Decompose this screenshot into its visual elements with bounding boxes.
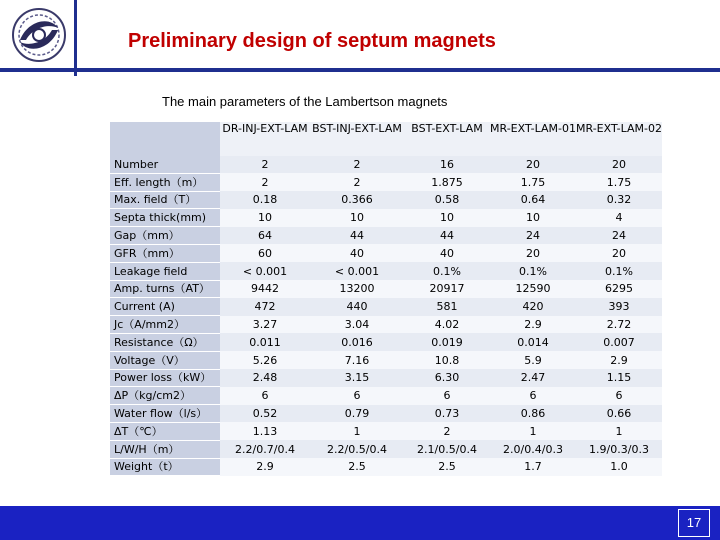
table-cell: 6 [490, 387, 576, 405]
table-cell: 0.66 [576, 405, 662, 423]
header-corner-cell [110, 122, 220, 156]
table-cell: 420 [490, 298, 576, 316]
row-label: Water flow（l/s） [110, 405, 220, 423]
table-cell: 0.366 [310, 191, 404, 209]
row-label: Power loss（kW） [110, 369, 220, 387]
table-cell: 0.18 [220, 191, 310, 209]
table-cell: 44 [310, 227, 404, 245]
column-header: DR-INJ-EXT-LAM [220, 122, 310, 156]
row-label: Weight（t） [110, 458, 220, 476]
table-cell: 9442 [220, 280, 310, 298]
table-row [110, 387, 662, 405]
table-cell: 12590 [490, 280, 576, 298]
header-vertical-rule [74, 0, 77, 76]
table-cell: 1 [490, 422, 576, 440]
table-cell: 2.48 [220, 369, 310, 387]
table-cell: 0.1% [490, 262, 576, 280]
row-label: Septa thick(mm) [110, 209, 220, 227]
table-cell: 40 [404, 244, 490, 262]
table-row [110, 227, 662, 245]
column-header: MR-EXT-LAM-02 [576, 122, 662, 156]
table-cell: 20 [490, 244, 576, 262]
table-cell: 2.0/0.4/0.3 [490, 440, 576, 458]
slide-title: Preliminary design of septum magnets [128, 30, 496, 52]
column-header: MR-EXT-LAM-01 [490, 122, 576, 156]
table-cell: 1.75 [490, 173, 576, 191]
row-label: GFR（mm） [110, 244, 220, 262]
table-cell: 0.1% [404, 262, 490, 280]
table-cell: 4 [576, 209, 662, 227]
table-row [110, 316, 662, 334]
table-caption: The main parameters of the Lambertson magnets [162, 94, 448, 109]
row-label: Number [110, 156, 220, 173]
table-cell: 2.5 [404, 458, 490, 476]
table-cell: 0.007 [576, 333, 662, 351]
table-cell: 5.26 [220, 351, 310, 369]
table-cell: 6 [310, 387, 404, 405]
table-cell: 0.011 [220, 333, 310, 351]
table-cell: 24 [490, 227, 576, 245]
table-cell: 1.13 [220, 422, 310, 440]
row-label: Max. field（T） [110, 191, 220, 209]
table-cell: 2 [310, 156, 404, 173]
row-label: Leakage field [110, 262, 220, 280]
table-cell: 2.9 [220, 458, 310, 476]
table-cell: 64 [220, 227, 310, 245]
table-cell: 10.8 [404, 351, 490, 369]
table-row [110, 244, 662, 262]
table-cell: 440 [310, 298, 404, 316]
table-cell: 2.2/0.7/0.4 [220, 440, 310, 458]
table-row [110, 156, 662, 173]
row-label: Voltage（V） [110, 351, 220, 369]
table-cell: 581 [404, 298, 490, 316]
table-cell: 40 [310, 244, 404, 262]
table-cell: 6295 [576, 280, 662, 298]
row-label: Amp. turns（AT） [110, 280, 220, 298]
table-cell: 0.79 [310, 405, 404, 423]
table-cell: 2.1/0.5/0.4 [404, 440, 490, 458]
table-cell: 0.014 [490, 333, 576, 351]
table-cell: 3.27 [220, 316, 310, 334]
column-header: BST-INJ-EXT-LAM [310, 122, 404, 156]
table-cell: 1 [310, 422, 404, 440]
table-row [110, 369, 662, 387]
table-cell: 2 [404, 422, 490, 440]
institute-logo-icon [10, 6, 68, 64]
table-cell: 2 [220, 156, 310, 173]
table-body [110, 156, 662, 476]
parameters-table [110, 122, 662, 476]
table-cell: 0.1% [576, 262, 662, 280]
table-row [110, 333, 662, 351]
table-cell: 6 [220, 387, 310, 405]
table-cell: 20917 [404, 280, 490, 298]
table-cell: 0.019 [404, 333, 490, 351]
table-cell: 2.47 [490, 369, 576, 387]
table-cell: 2.5 [310, 458, 404, 476]
row-label: Gap（mm） [110, 227, 220, 245]
table-cell: 10 [490, 209, 576, 227]
page-number: 17 [678, 509, 710, 537]
table-cell: 10 [220, 209, 310, 227]
table-cell: 2 [310, 173, 404, 191]
table-cell: 1.7 [490, 458, 576, 476]
footer-bar [0, 506, 720, 540]
table-cell: 3.04 [310, 316, 404, 334]
table-cell: 60 [220, 244, 310, 262]
table-row [110, 351, 662, 369]
row-label: ΔP（kg/cm2） [110, 387, 220, 405]
table-row [110, 262, 662, 280]
table-cell: 6 [404, 387, 490, 405]
table-cell: 1.875 [404, 173, 490, 191]
table-cell: 7.16 [310, 351, 404, 369]
table-row [110, 458, 662, 476]
table-cell: < 0.001 [220, 262, 310, 280]
header-row [110, 122, 662, 156]
row-label: ΔT（℃） [110, 422, 220, 440]
row-label: Eff. length（m） [110, 173, 220, 191]
table-cell: 0.86 [490, 405, 576, 423]
table-cell: 3.15 [310, 369, 404, 387]
row-label: L/W/H（m） [110, 440, 220, 458]
table-row [110, 405, 662, 423]
table-cell: 1 [576, 422, 662, 440]
column-header: BST-EXT-LAM [404, 122, 490, 156]
table-cell: 0.32 [576, 191, 662, 209]
table-cell: 2.72 [576, 316, 662, 334]
table-cell: 10 [404, 209, 490, 227]
table-cell: 6 [576, 387, 662, 405]
row-label: Jc（A/mm2） [110, 316, 220, 334]
table-cell: 44 [404, 227, 490, 245]
table-cell: 10 [310, 209, 404, 227]
row-label: Current (A) [110, 298, 220, 316]
table-cell: 2 [220, 173, 310, 191]
table-row [110, 191, 662, 209]
table-cell: 0.016 [310, 333, 404, 351]
table-row [110, 298, 662, 316]
table-cell: 1.0 [576, 458, 662, 476]
table-cell: 20 [576, 156, 662, 173]
table-cell: 1.9/0.3/0.3 [576, 440, 662, 458]
table-cell: 5.9 [490, 351, 576, 369]
table-cell: 4.02 [404, 316, 490, 334]
row-label: Resistance（Ω） [110, 333, 220, 351]
table-cell: 16 [404, 156, 490, 173]
table-cell: 0.73 [404, 405, 490, 423]
table-cell: 1.75 [576, 173, 662, 191]
table-row [110, 280, 662, 298]
table-row [110, 422, 662, 440]
table-cell: 0.58 [404, 191, 490, 209]
table-cell: 2.9 [576, 351, 662, 369]
table-cell: 2.2/0.5/0.4 [310, 440, 404, 458]
table-cell: 20 [490, 156, 576, 173]
table-cell: 0.64 [490, 191, 576, 209]
table-row [110, 209, 662, 227]
table-cell: 1.15 [576, 369, 662, 387]
table-row [110, 173, 662, 191]
table-cell: 6.30 [404, 369, 490, 387]
table-cell: 2.9 [490, 316, 576, 334]
table-cell: 0.52 [220, 405, 310, 423]
table-cell: 24 [576, 227, 662, 245]
table-cell: 20 [576, 244, 662, 262]
header-horizontal-rule [0, 68, 720, 72]
table-cell: < 0.001 [310, 262, 404, 280]
table-row [110, 440, 662, 458]
table-cell: 472 [220, 298, 310, 316]
table-cell: 13200 [310, 280, 404, 298]
table-cell: 393 [576, 298, 662, 316]
